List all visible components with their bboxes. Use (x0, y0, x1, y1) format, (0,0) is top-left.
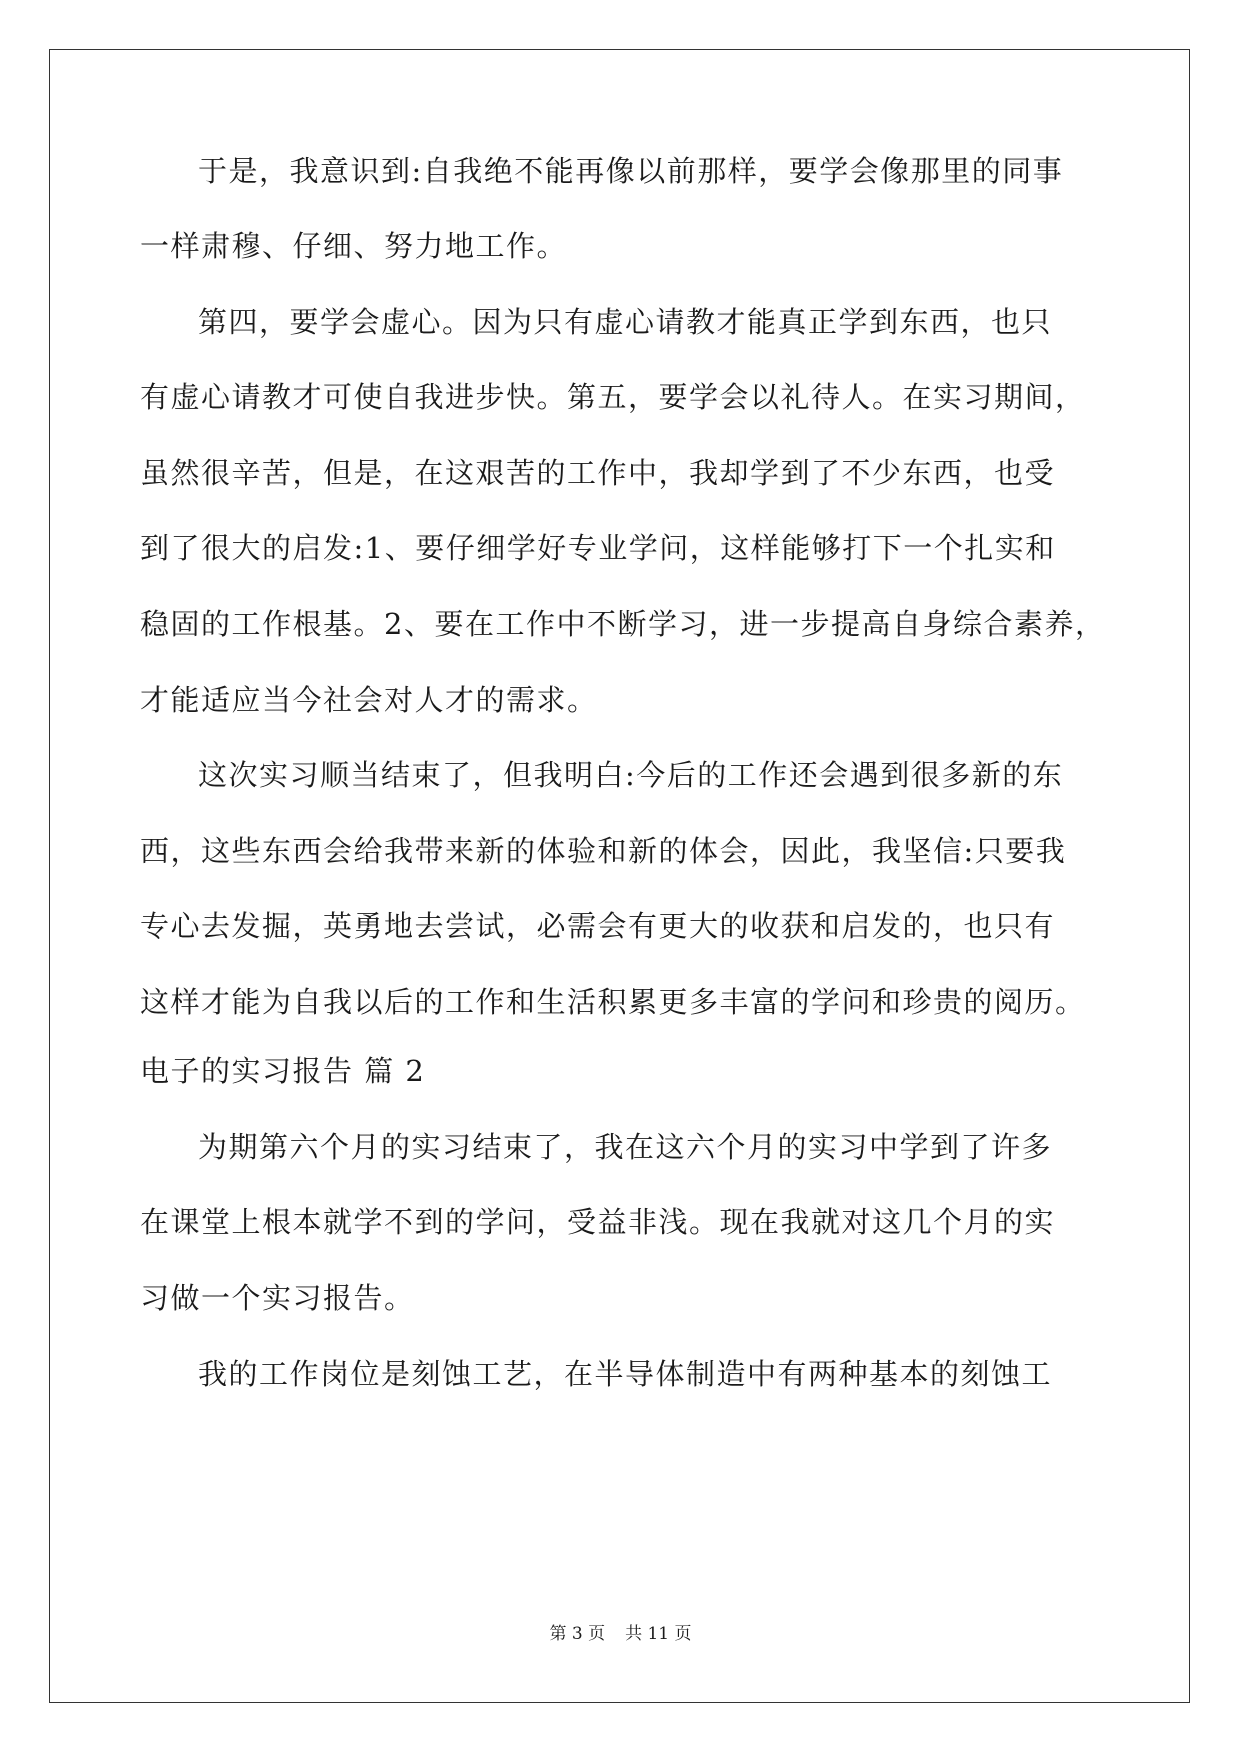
text-line: 到了很大的启发:1、要仔细学好专业学问，这样能够打下一个扎实和 (140, 531, 1056, 565)
text-line: 这样才能为自我以后的工作和生活积累更多丰富的学问和珍贵的阅历。 (140, 985, 1086, 1019)
text-line: 有虚心请教才可使自我进步快。第五，要学会以礼待人。在实习期间， (140, 380, 1086, 414)
text-line: 一样肃穆、仔细、努力地工作。 (140, 229, 568, 263)
page-number: 第 3 页 (549, 1624, 606, 1644)
text-line: 西，这些东西会给我带来新的体验和新的体会，因此，我坚信:只要我 (140, 834, 1067, 868)
text-line: 于是，我意识到:自我绝不能再像以前那样，要学会像那里的同事 (198, 154, 1064, 188)
text-line: 专心去发掘，英勇地去尝试，必需会有更大的收获和启发的，也只有 (140, 909, 1056, 943)
text-line: 这次实习顺当结束了，但我明白:今后的工作还会遇到很多新的东 (198, 758, 1064, 792)
text-line: 虽然很辛苦，但是，在这艰苦的工作中，我却学到了不少东西，也受 (140, 456, 1056, 490)
text-line: 我的工作岗位是刻蚀工艺，在半导体制造中有两种基本的刻蚀工 (198, 1357, 1053, 1391)
page-total: 共 11 页 (625, 1624, 692, 1644)
text-line: 习做一个实习报告。 (140, 1281, 415, 1315)
text-line: 第四，要学会虚心。因为只有虚心请教才能真正学到东西，也只 (198, 305, 1053, 339)
text-line: 才能适应当今社会对人才的需求。 (140, 683, 598, 717)
text-line: 为期第六个月的实习结束了，我在这六个月的实习中学到了许多 (198, 1130, 1053, 1164)
page-border (49, 49, 1190, 1703)
text-line: 稳固的工作根基。2、要在工作中不断学习，进一步提高自身综合素养， (140, 607, 1106, 641)
page-footer (0, 1622, 1241, 1646)
section-heading: 电子的实习报告 篇 2 (140, 1054, 426, 1088)
text-line: 在课堂上根本就学不到的学问，受益非浅。现在我就对这几个月的实 (140, 1205, 1056, 1239)
